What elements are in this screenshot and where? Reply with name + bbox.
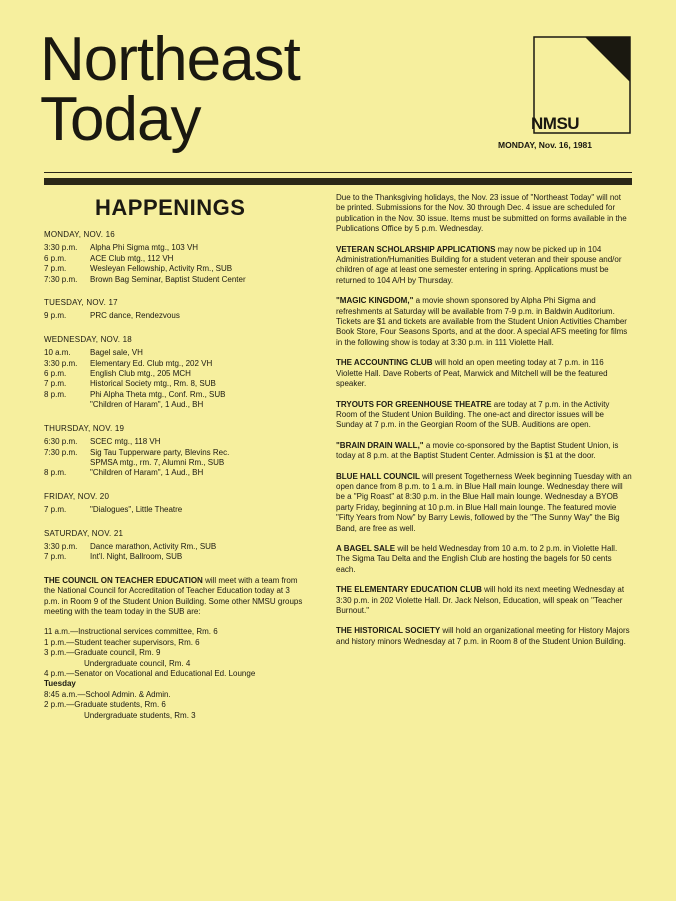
logo-text: NMSU [531,114,580,133]
announcement-body: will hold an organizational meeting for History Majors and history minors Wednesday at 7 p.m. in Room 8 of the Student Union Building. [336,626,630,646]
event-description: Wesleyan Fellowship, Activity Rm., SUB [90,264,233,274]
event-row [44,243,304,253]
event-description: Elementary Ed. Club mtg., 202 VH [90,358,213,368]
calendar-column [44,230,304,721]
event-description: PRC dance, Rendezvous [90,311,180,321]
announcement-lead: THE HISTORICAL SOCIETY [336,626,441,636]
announcement-item [336,245,632,287]
event-time [44,400,90,410]
event-time: 7:30 p.m. [44,274,78,284]
day-heading: FRIDAY, NOV. 20 [44,491,110,501]
event-row [44,542,304,552]
schedule-line: Undergraduate council, Rm. 4 [84,658,191,668]
announcement-body: are today at 7 p.m. in the Activity Room of the Student Union Building. The one-act and director issues will be Sunday at 7 p.m. in the Georgian Room of the SUB. Auditions are open. [336,399,610,430]
event-row [44,311,304,321]
announcement-item [336,358,632,389]
announcements-column [336,193,632,657]
event-row [44,275,304,285]
header-rule-thick [44,178,632,185]
announcement-lead: "MAGIC KINGDOM," [336,296,414,306]
schedule-line: Undergraduate students, Rm. 3 [84,710,196,720]
announcement-item [336,472,632,534]
announcement-body: will hold its next meeting Wednesday at 3:30 p.m. in 202 Violette Hall. Dr. Jack Nelson, Education, will speak on "Teacher Burnout." [336,585,625,615]
announcement-lead: "BRAIN DRAIN WALL," [336,440,424,450]
schedule-line: 2 p.m.—Graduate students, Rm. 6 [44,700,166,710]
teacher-council-lead: THE COUNCIL ON TEACHER EDUCATION [44,575,203,585]
event-time: 7 p.m. [44,264,67,274]
event-description: English Club mtg., 205 MCH [90,369,191,379]
schedule-line: 8:45 a.m.—School Admin. & Admin. [44,689,171,699]
day-block [44,230,304,285]
event-description: Bagel sale, VH [90,348,143,358]
event-description: ACE Club mtg., 112 VH [90,253,174,263]
announcement-lead: THE ACCOUNTING CLUB [336,358,433,368]
announcement-item [336,626,632,647]
announcement-body: Due to the Thanksgiving holidays, the Nov. 23 issue of "Northeast Today" will not be printed. Submissions for the Nov. 30 through Dec. 4 issue are scheduled for publication in the Nov. 30 issue. Items must be submitted on forms available in the Publications Office by 5 p.m. Wednesday. [336,193,627,234]
teacher-council-body: will meet with a team from the National Council for Accreditation of Teacher Education today at 3 p.m. in Room 9 of the Student Union Building. Some other NMSU groups meeting with the team today in the SUB are: [44,575,303,616]
announcement-item [336,585,632,616]
event-row [44,552,304,562]
event-time: 6 p.m. [44,369,67,379]
announcement-lead: THE ELEMENTARY EDUCATION CLUB [336,585,482,595]
event-row [44,379,304,389]
event-time: 6:30 p.m. [44,437,78,447]
event-row [44,505,304,515]
announcement-body: a movie co-sponsored by the Baptist Student Union, is today at 8 p.m. at the Baptist Student Center. Admission is $1 at the door. [336,440,619,461]
event-time: 3:30 p.m. [44,358,78,368]
day-block [44,492,304,516]
event-time [44,458,90,468]
event-description: "Dialogues", Little Theatre [90,505,183,515]
announcement-body: will present Togetherness Week beginning Tuesday with an open dance from 8 p.m. to 1 a.m. in Blue Hall main lounge. Wednesday there will be a "Pig Roast" at 8:30 p.m. in the Blue Hall main lounge. Wednesday a BYOB party Friday, beginning at 10 p.m. in Blue Hall main lounge. The featured movie "Fifty Years from Now" by Barry Lewis, followed by the "The Sunny Way" the Big Band, are free as well. [336,471,632,533]
event-time: 3:30 p.m. [44,541,78,551]
event-time: 8 p.m. [44,468,67,478]
section-title: HAPPENINGS [95,195,246,220]
calendar-days [44,230,304,563]
day-heading: MONDAY, NOV. 16 [44,230,115,239]
header-rule-thin [44,172,632,173]
event-time: 7 p.m. [44,379,67,389]
event-description: Dance marathon, Activity Rm., SUB [90,541,217,551]
masthead-title [40,25,300,154]
event-row [44,369,304,379]
event-description: Sig Tau Tupperware party, Blevins Rec. [90,447,230,457]
teacher-council-schedule [44,627,304,721]
event-row [44,264,304,274]
event-time: 7 p.m. [44,505,67,515]
announcement-body: a movie shown sponsored by Alpha Phi Sigma and refreshments at Saturday will be available from 7-9 p.m. in Baldwin Auditorium. Tickets are $1 and tickets are available from the Student Union Activities Chamber Book Store, Four Seasons Sports, and at the door. A special AFS meeting for films in the following show is today at 3:30 p.m. in 111 Violette Hall. [336,296,628,347]
event-description: Brown Bag Seminar, Baptist Student Center [90,274,246,284]
event-description: Int'l. Night, Ballroom, SUB [90,552,183,562]
event-description: Alpha Phi Sigma mtg., 103 VH [90,243,199,253]
day-heading: TUESDAY, NOV. 17 [44,298,118,308]
event-time: 9 p.m. [44,311,67,321]
event-description: Phi Alpha Theta mtg., Conf. Rm., SUB [90,389,226,399]
event-time: 3:30 p.m. [44,243,78,253]
announcement-item [336,441,632,462]
event-row [44,390,304,400]
announcement-body: may now be picked up in 104 Administration/Humanities Building for a student veteran and their spouse and/or children of age at least one semester entering in spring. Applications must be returned to 104 A/H by Thursday. [336,244,622,285]
schedule-line: 1 p.m.—Student teacher supervisors, Rm. 6 [44,637,200,647]
event-row [44,254,304,264]
event-time: 7 p.m. [44,552,67,562]
masthead-title-line2: Today [40,85,201,154]
schedule-line: Tuesday [44,679,76,689]
event-row [44,400,304,410]
event-row [44,468,304,478]
event-time: 8 p.m. [44,389,67,399]
teacher-council-notice [44,576,304,618]
announcement-body: will hold an open meeting today at 7 p.m. in 116 Violette Hall. Dave Roberts of Peat, Marwick and Mitchell will be the featured speaker. [336,358,608,389]
day-heading: WEDNESDAY, NOV. 18 [44,334,132,344]
event-row [44,348,304,358]
announcement-lead: TRYOUTS FOR GREENHOUSE THEATRE [336,399,492,409]
day-block [44,335,304,411]
day-heading: THURSDAY, NOV. 19 [44,423,125,433]
announcement-item [336,193,632,235]
announcement-lead: VETERAN SCHOLARSHIP APPLICATIONS [336,244,496,254]
event-description: SPMSA mtg., rm. 7, Alumni Rm., SUB [90,457,225,467]
event-row [44,437,304,447]
event-description: "Children of Haram", 1 Aud., BH [90,400,204,410]
announcement-item [336,544,632,575]
event-row [44,448,304,458]
announcement-body: will be held Wednesday from 10 a.m. to 2 p.m. in Violette Hall. The Sigma Tau Delta and the English Club are hosting the bagels for 50 cents each. [336,543,618,574]
announcement-lead: A BAGEL SALE [336,543,396,553]
day-heading: SATURDAY, NOV. 21 [44,528,124,538]
schedule-line: 11 a.m.—Instructional services committee, Rm. 6 [44,627,218,637]
event-time: 6 p.m. [44,253,67,263]
schedule-line: 4 p.m.—Senator on Vocational and Educational Ed. Lounge [44,669,256,678]
masthead-title-line1: Northeast [40,25,300,94]
event-description: Historical Society mtg., Rm. 8, SUB [90,379,216,389]
event-row [44,458,304,468]
announcement-item [336,296,632,348]
announcement-lead: BLUE HALL COUNCIL [336,471,420,481]
schedule-line: 3 p.m.—Graduate council, Rm. 9 [44,648,161,658]
event-description: "Children of Haram", 1 Aud., BH [90,468,204,478]
day-block [44,424,304,479]
event-time: 10 a.m. [44,348,71,358]
event-description: SCEC mtg., 118 VH [90,437,161,447]
event-row [44,359,304,369]
event-time: 7:30 p.m. [44,447,78,457]
announcement-item [336,400,632,431]
dateline: MONDAY, Nov. 16, 1981 [498,140,593,150]
day-block [44,529,304,563]
day-block [44,298,304,322]
